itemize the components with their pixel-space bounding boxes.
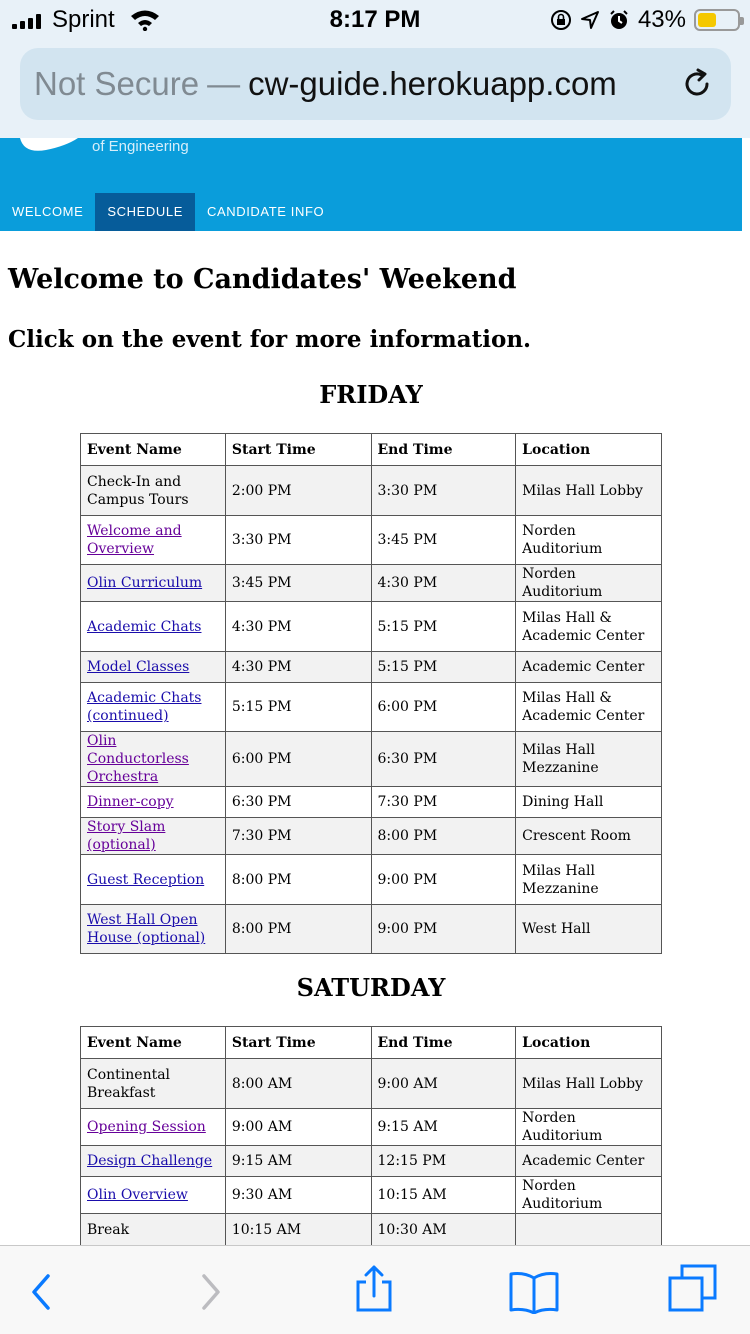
table-row <box>81 787 662 818</box>
reload-icon[interactable] <box>681 68 713 100</box>
address-bar[interactable] <box>20 48 731 120</box>
table-row <box>81 683 662 732</box>
end-time-cell: 6:30 PM <box>371 732 516 787</box>
location-cell: Milas Hall Mezzanine <box>516 855 662 905</box>
table-row <box>81 1177 662 1214</box>
start-time-cell: 9:00 AM <box>225 1109 371 1146</box>
table-row <box>81 652 662 683</box>
site-nav <box>0 193 336 231</box>
start-time-cell: 9:30 AM <box>225 1177 371 1214</box>
end-time-cell: 5:15 PM <box>371 602 516 652</box>
location-cell: Milas Hall Mezzanine <box>516 732 662 787</box>
bookmarks-icon[interactable] <box>508 1270 560 1314</box>
forward-icon[interactable] <box>188 1270 232 1314</box>
end-time-cell: 3:30 PM <box>371 466 516 516</box>
end-time-cell: 7:30 PM <box>371 787 516 818</box>
location-cell: Milas Hall & Academic Center <box>516 683 662 732</box>
start-time-cell: 6:00 PM <box>225 732 371 787</box>
location-cell: Norden Auditorium <box>516 1109 662 1146</box>
event-link[interactable]: Opening Session <box>87 1119 206 1135</box>
battery-icon <box>694 9 740 31</box>
start-time-cell: 8:00 PM <box>225 855 371 905</box>
event-link[interactable]: Welcome and Overview <box>87 523 182 557</box>
location-cell: Norden Auditorium <box>516 516 662 565</box>
location-cell: Crescent Room <box>516 818 662 855</box>
column-header-start: Start Time <box>225 1027 371 1059</box>
start-time-cell: 8:00 PM <box>225 905 371 954</box>
event-name-cell <box>81 1109 226 1146</box>
status-bar <box>0 0 750 40</box>
event-link[interactable]: Dinner-copy <box>87 794 174 810</box>
browser-address-area <box>0 40 750 138</box>
location-cell: Milas Hall Lobby <box>516 466 662 516</box>
event-link[interactable]: Olin Overview <box>87 1187 188 1203</box>
end-time-cell: 9:00 PM <box>371 905 516 954</box>
start-time-cell: 8:00 AM <box>225 1059 371 1109</box>
event-name-cell <box>81 855 226 905</box>
event-link[interactable]: Academic Chats (continued) <box>87 690 202 724</box>
end-time-cell: 4:30 PM <box>371 565 516 602</box>
event-name-cell <box>81 1146 226 1177</box>
end-time-cell: 6:00 PM <box>371 683 516 732</box>
event-name-cell: Continental Breakfast <box>81 1059 226 1109</box>
table-row <box>81 818 662 855</box>
location-cell: Milas Hall & Academic Center <box>516 602 662 652</box>
event-link[interactable]: Model Classes <box>87 659 190 675</box>
end-time-cell: 10:30 AM <box>371 1214 516 1246</box>
column-header-location: Location <box>516 1027 662 1059</box>
table-row <box>81 516 662 565</box>
end-time-cell: 9:00 PM <box>371 855 516 905</box>
nav-schedule[interactable]: SCHEDULE <box>95 193 195 231</box>
column-header-end: End Time <box>371 1027 516 1059</box>
url-separator: — <box>207 65 241 102</box>
share-icon[interactable] <box>352 1264 396 1314</box>
location-cell: Norden Auditorium <box>516 1177 662 1214</box>
table-row <box>81 1059 662 1109</box>
event-name-cell <box>81 818 226 855</box>
event-link[interactable]: Design Challenge <box>87 1153 213 1169</box>
end-time-cell: 8:00 PM <box>371 818 516 855</box>
column-header-end: End Time <box>371 434 516 466</box>
table-row <box>81 1109 662 1146</box>
event-name-cell <box>81 565 226 602</box>
battery-level-fill <box>698 13 716 27</box>
saturday-heading: SATURDAY <box>296 973 446 1002</box>
column-header-event: Event Name <box>81 1027 226 1059</box>
table-header-row <box>81 1027 662 1059</box>
table-row <box>81 466 662 516</box>
location-cell: West Hall <box>516 905 662 954</box>
table-row <box>81 565 662 602</box>
saturday-schedule-table <box>80 1026 662 1277</box>
page-subtitle: Click on the event for more information. <box>8 326 532 353</box>
event-link[interactable]: Guest Reception <box>87 871 205 888</box>
site-header <box>0 138 742 231</box>
friday-schedule-table <box>80 433 662 954</box>
event-name-cell <box>81 683 226 732</box>
status-time: 8:17 PM <box>329 6 421 33</box>
table-row <box>81 905 662 954</box>
event-link[interactable]: Olin Conductorless Orchestra <box>87 733 189 785</box>
event-name-cell <box>81 602 226 652</box>
column-header-start: Start Time <box>225 434 371 466</box>
location-cell: Dining Hall <box>516 787 662 818</box>
start-time-cell: 4:30 PM <box>225 602 371 652</box>
olin-logo-icon[interactable] <box>18 138 82 154</box>
event-name-cell: Check-In and Campus Tours <box>81 466 226 516</box>
location-cell <box>516 1214 662 1246</box>
table-row <box>81 855 662 905</box>
not-secure-label: Not Secure <box>34 65 200 102</box>
end-time-cell: 5:15 PM <box>371 652 516 683</box>
event-name-cell <box>81 652 226 683</box>
start-time-cell: 7:30 PM <box>225 818 371 855</box>
end-time-cell: 9:00 AM <box>371 1059 516 1109</box>
end-time-cell: 9:15 AM <box>371 1109 516 1146</box>
location-cell: Academic Center <box>516 652 662 683</box>
location-cell: Academic Center <box>516 1146 662 1177</box>
event-name-cell <box>81 1177 226 1214</box>
table-row <box>81 1146 662 1177</box>
start-time-cell: 9:15 AM <box>225 1146 371 1177</box>
back-icon[interactable] <box>20 1270 64 1314</box>
event-link[interactable]: Story Slam (optional) <box>87 819 166 853</box>
event-link[interactable]: Academic Chats <box>87 618 202 635</box>
friday-heading: FRIDAY <box>319 380 423 409</box>
start-time-cell: 3:30 PM <box>225 516 371 565</box>
column-header-event: Event Name <box>81 434 226 466</box>
event-name-cell <box>81 905 226 954</box>
event-name-cell: Break <box>81 1214 226 1246</box>
url-host: cw-guide.herokuapp.com <box>248 65 617 102</box>
nav-welcome[interactable]: WELCOME <box>12 204 84 219</box>
table-row <box>81 602 662 652</box>
start-time-cell: 4:30 PM <box>225 652 371 683</box>
event-link[interactable]: Olin Curriculum <box>87 575 203 591</box>
battery-percent: 43% <box>637 6 686 33</box>
table-row <box>81 1214 662 1246</box>
start-time-cell: 6:30 PM <box>225 787 371 818</box>
table-header-row <box>81 434 662 466</box>
event-name-cell <box>81 787 226 818</box>
event-name-cell <box>81 732 226 787</box>
tabs-icon[interactable] <box>668 1264 718 1314</box>
event-name-cell <box>81 516 226 565</box>
logo-text[interactable]: of Engineering <box>92 138 189 155</box>
table-row <box>81 732 662 787</box>
carrier-name: Sprint <box>52 6 115 33</box>
location-cell: Norden Auditorium <box>516 565 662 602</box>
end-time-cell: 10:15 AM <box>371 1177 516 1214</box>
column-header-location: Location <box>516 434 662 466</box>
location-icon <box>580 10 600 30</box>
event-link[interactable]: West Hall Open House (optional) <box>87 912 206 946</box>
start-time-cell: 5:15 PM <box>225 683 371 732</box>
alarm-icon <box>608 9 630 31</box>
page-title: Welcome to Candidates' Weekend <box>8 264 517 295</box>
end-time-cell: 3:45 PM <box>371 516 516 565</box>
nav-candidate-info[interactable]: CANDIDATE INFO <box>206 204 325 219</box>
end-time-cell: 12:15 PM <box>371 1146 516 1177</box>
browser-toolbar <box>0 1245 750 1334</box>
start-time-cell: 3:45 PM <box>225 565 371 602</box>
location-cell: Milas Hall Lobby <box>516 1059 662 1109</box>
rotation-lock-icon <box>550 9 572 31</box>
start-time-cell: 10:15 AM <box>225 1214 371 1246</box>
start-time-cell: 2:00 PM <box>225 466 371 516</box>
